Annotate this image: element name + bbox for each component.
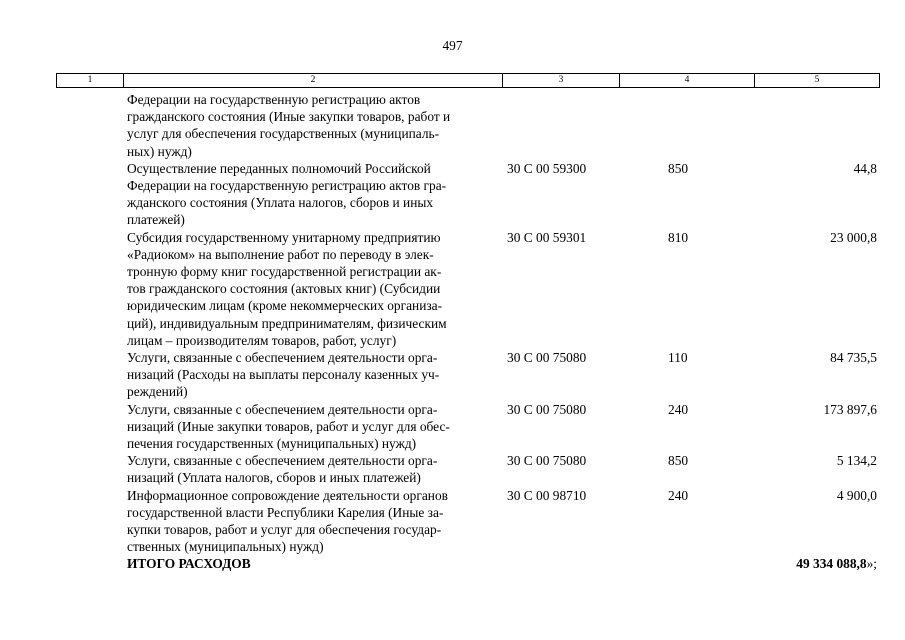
row-sum: 84 735,5 (830, 350, 877, 366)
row-code: 30 С 00 59301 (507, 229, 587, 245)
row-code: 30 С 00 59300 (507, 160, 587, 176)
row-code: 30 С 00 75080 (507, 401, 587, 417)
row-code: 30 С 00 75080 (507, 453, 587, 469)
table-row (56, 349, 880, 401)
row-sum: 173 897,6 (823, 401, 877, 417)
total-suffix: »; (866, 556, 877, 572)
total-sum-cell (762, 555, 877, 572)
row-expense-type: 110 (668, 350, 688, 366)
table-row (56, 401, 880, 453)
header-col-5: 5 (754, 74, 880, 87)
row-code: 30 С 00 75080 (507, 350, 587, 366)
total-expense-type-empty (627, 555, 762, 572)
row-code: 30 С 00 98710 (507, 487, 587, 503)
row-sum: 23 000,8 (830, 229, 877, 245)
header-col-4: 4 (619, 74, 754, 87)
row-description: Субсидия государственному унитарному предприятию «Радиоком» на выполнение работ по переводу в элек- тронную форму книг государственной регистрации ак- тов гражданского состояния (актовых книг) (Субсидии юридическим лицам (кроме некоммерческих организа- ций), индивидуальным предпринимателям, физическим лицам – производителям товаров, работ, услуг) (127, 229, 447, 348)
header-col-3: 3 (502, 74, 619, 87)
row-expense-type: 240 (668, 401, 689, 417)
row-code (501, 91, 627, 160)
total-row (56, 555, 880, 572)
row-description: Информационное сопровождение деятельности органов государственной власти Республики Карелия (Иные за- купки товаров, работ и услуг для обеспечения государ- ственных (муниципальных) нужд) (127, 487, 448, 555)
row-expense-type: 850 (668, 453, 689, 469)
table-body (56, 91, 880, 573)
row-description: Федерации на государственную регистрацию актов гражданского состояния (Иные закупки товаров, работ и услуг для обеспечения государственных (муниципаль- ных) нужд) (127, 92, 451, 159)
row-sum (762, 91, 877, 160)
total-label: ИТОГО РАСХОДОВ (127, 556, 251, 572)
row-expense-type (627, 91, 762, 160)
row-sum: 44,8 (853, 160, 877, 176)
table-row (56, 487, 880, 556)
row-sum: 5 134,2 (836, 453, 877, 469)
header-col-2: 2 (123, 74, 502, 87)
table-row (56, 91, 880, 160)
row-sum: 4 900,0 (836, 487, 877, 503)
total-sum: 49 334 088,8 (796, 556, 867, 572)
row-description: Услуги, связанные с обеспечением деятельности орга- низаций (Уплата налогов, сборов и иных платежей) (127, 453, 438, 486)
row-expense-type: 850 (668, 160, 689, 176)
table-row (56, 452, 880, 486)
table-row (56, 160, 880, 229)
table-row (56, 229, 880, 349)
row-description: Осуществление переданных полномочий Российской Федерации на государственную регистрацию актов гра- жданского состояния (Уплата налогов, сборов и иных платежей) (127, 160, 447, 228)
table-header (56, 73, 880, 88)
header-col-1: 1 (56, 74, 123, 87)
row-expense-type: 810 (668, 229, 689, 245)
page-number: 497 (442, 38, 463, 53)
row-expense-type: 240 (668, 487, 689, 503)
row-description: Услуги, связанные с обеспечением деятельности орга- низаций (Расходы на выплаты персоналу казенных уч- реждений) (127, 350, 440, 400)
row-description: Услуги, связанные с обеспечением деятельности орга- низаций (Иные закупки товаров, работ и услуг для обес- печения государственных (муниципальных) нужд) (127, 401, 450, 452)
total-code-empty (501, 555, 627, 572)
